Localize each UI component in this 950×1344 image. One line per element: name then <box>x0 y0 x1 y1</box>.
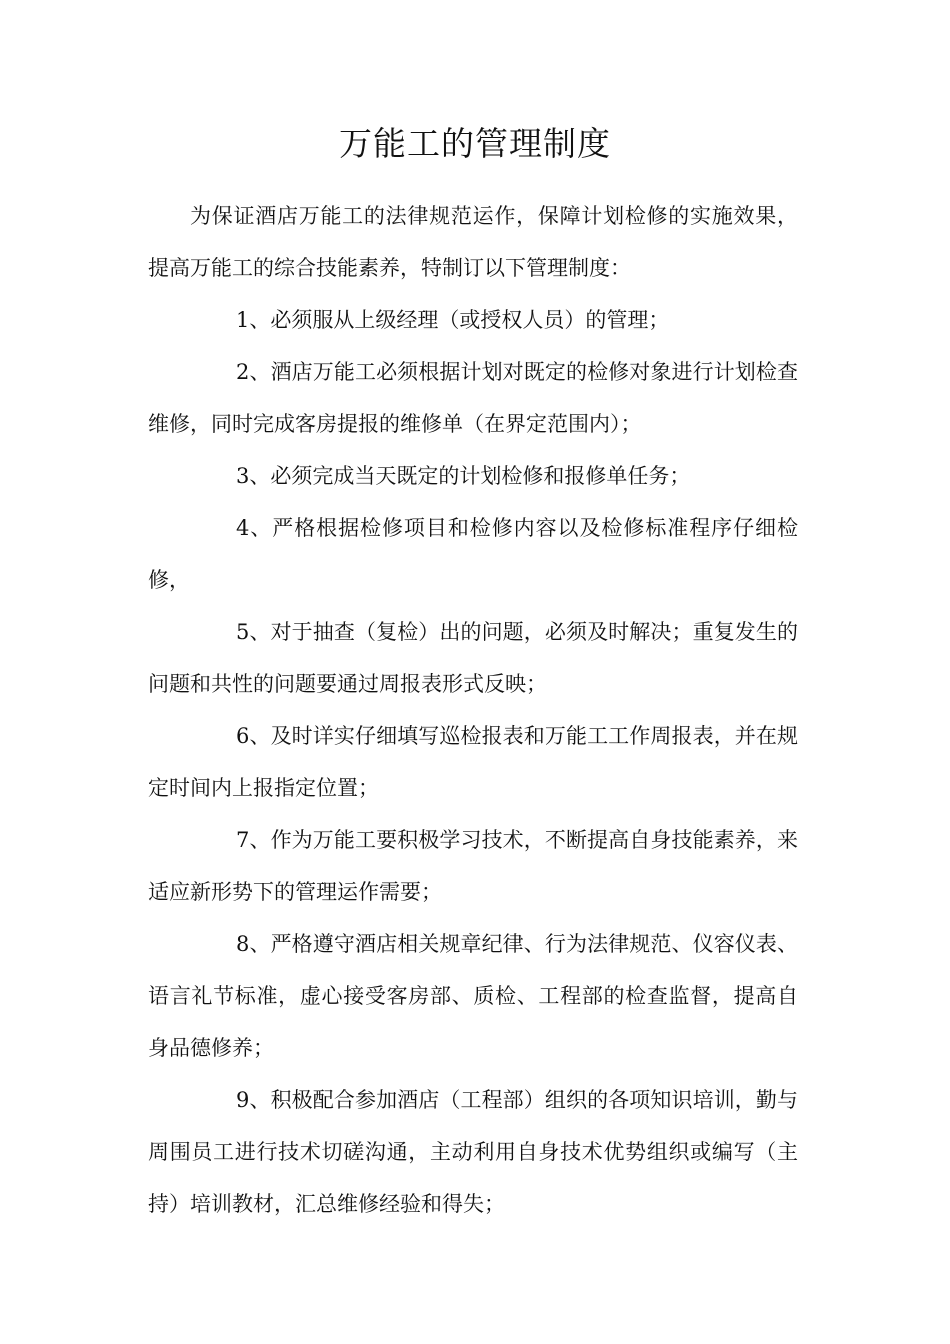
document-body <box>148 190 798 1230</box>
rule-item-4: 4、严格根据检修项目和检修内容以及检修标准程序仔细检修， <box>148 516 798 592</box>
intro-paragraph: 为保证酒店万能工的法律规范运作，保障计划检修的实施效果，提高万能工的综合技能素养，特制订以下管理制度： <box>148 204 798 280</box>
rule-item-8: 8、严格遵守酒店相关规章纪律、行为法律规范、仪容仪表、语言礼节标准，虚心接受客房部、质检、工程部的检查监督，提高自身品德修养； <box>148 932 798 1060</box>
rule-item-6: 6、及时详实仔细填写巡检报表和万能工工作周报表，并在规定时间内上报指定位置； <box>148 724 798 800</box>
rule-item-3: 3、必须完成当天既定的计划检修和报修单任务； <box>236 464 691 488</box>
rule-item-9: 9、积极配合参加酒店（工程部）组织的各项知识培训，勤与周围员工进行技术切磋沟通，主动利用自身技术优势组织或编写（主持）培训教材，汇总维修经验和得失； <box>148 1088 798 1216</box>
rule-item-1: 1、必须服从上级经理（或授权人员）的管理； <box>236 308 670 332</box>
rule-item-2: 2、酒店万能工必须根据计划对既定的检修对象进行计划检查维修，同时完成客房提报的维修单（在界定范围内）； <box>148 360 798 436</box>
rule-item-5: 5、对于抽查（复检）出的问题，必须及时解决；重复发生的问题和共性的问题要通过周报表形式反映； <box>148 620 798 696</box>
rule-item-7: 7、作为万能工要积极学习技术，不断提高自身技能素养，来适应新形势下的管理运作需要； <box>148 828 798 904</box>
document-title: 万能工的管理制度 <box>339 124 611 163</box>
